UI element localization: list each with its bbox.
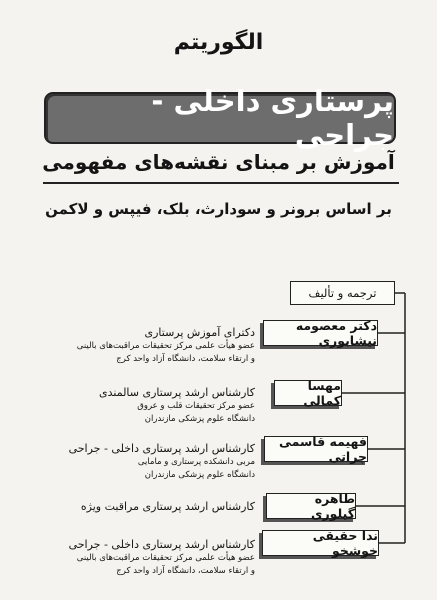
contributor-description — [69, 537, 255, 578]
translation-credit-box — [290, 281, 395, 305]
contributor-affiliation: عضو هیأت علمی مرکز تحقیقات مراقبت‌های بالینی — [76, 553, 255, 563]
contributor-affiliation: عضو هیأت علمی مرکز تحقیقات مراقبت‌های بالینی — [76, 341, 255, 351]
subtitle: آموزش بر مبنای نقشه‌های مفهومی — [42, 150, 395, 174]
contributor-description — [81, 499, 255, 514]
contributor-name-box — [262, 530, 379, 556]
subtitle-underline — [43, 182, 399, 184]
contributor-degree: دکترای آموزش پرستاری — [144, 326, 255, 339]
contributor-name: فهیمه قاسمی چراتی — [278, 434, 367, 464]
contributor-name-box — [266, 493, 356, 519]
contributor-affiliation: و ارتقاء سلامت، دانشگاه آزاد واحد کرج — [116, 354, 255, 364]
contributor-name: ندا حقیقی خوشخو — [312, 528, 378, 558]
main-title-banner — [44, 84, 396, 152]
contributor-name: دکتر معصومه نیشابوری — [295, 318, 377, 348]
contributor-affiliation: و ارتقاء سلامت، دانشگاه آزاد واحد کرج — [116, 566, 255, 576]
contributor-degree: کارشناس ارشد پرستاری مراقبت ویژه — [80, 500, 255, 513]
contributor-name-box — [263, 320, 378, 346]
contributor-description — [77, 325, 255, 366]
contributor-name: مهسا کمالی — [303, 378, 341, 408]
basis-line: بر اساس برونر و سودارث، بلک، فیپس و لاکمن — [45, 200, 392, 218]
algorithm-title: الگوریتم — [173, 30, 264, 55]
contributor-name: طاهره گیلوری — [311, 491, 355, 521]
main-title: پرستاری داخلی - جراحی — [151, 84, 394, 152]
contributor-affiliation: دانشگاه علوم پزشکی مازندران — [144, 414, 255, 424]
contributor-degree: کارشناس ارشد پرستاری سالمندی — [99, 386, 255, 399]
contributor-degree: کارشناس ارشد پرستاری داخلی - جراحی — [68, 538, 255, 551]
contributor-description — [99, 385, 255, 426]
contributor-affiliation: عضو مرکز تحقیقات قلب و عروق — [137, 401, 255, 411]
contributor-description — [69, 441, 255, 482]
contributor-degree: کارشناس ارشد پرستاری داخلی - جراحی — [68, 442, 255, 455]
contributor-name-box — [274, 380, 342, 406]
contributor-affiliation: مربی دانشکده پرستاری و مامایی — [137, 457, 255, 467]
contributor-name-box — [264, 436, 368, 462]
contributor-affiliation: دانشگاه علوم پزشکی مازندران — [144, 470, 255, 480]
translation-credit-label: ترجمه و تألیف — [308, 286, 377, 300]
